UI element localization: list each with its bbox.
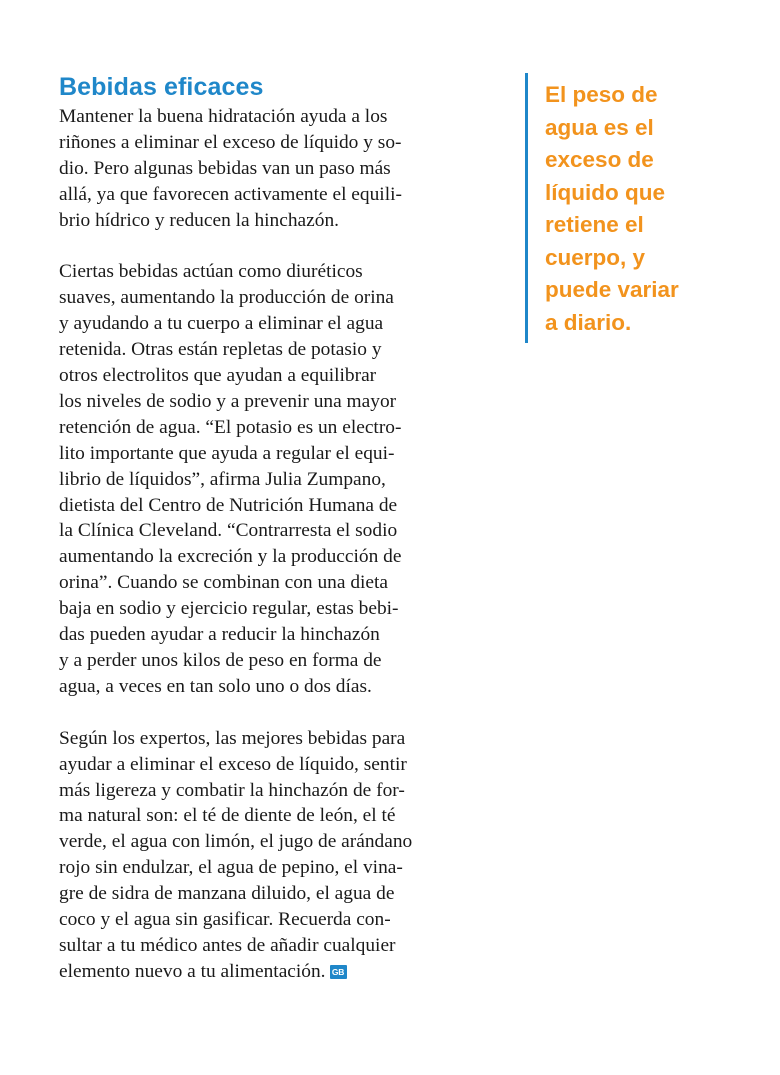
end-of-article-mark: GB [330, 965, 347, 979]
text-line: agua, a veces en tan solo uno o dos días. [59, 675, 372, 697]
text-line: retenida. Otras están repletas de potasio y [59, 339, 382, 361]
text-line: ayudar a eliminar el exceso de líquido, sentir [59, 753, 407, 775]
paragraph-spacer [59, 700, 499, 726]
text-line: la Clínica Cleveland. “Contrarresta el sodio [59, 520, 398, 542]
text-line: más ligereza y combatir la hinchazón de for- [59, 779, 405, 801]
text-line: orina”. Cuando se combinan con una dieta [59, 572, 388, 594]
text-line: brio hídrico y reducen la hinchazón. [59, 209, 339, 231]
text-line: coco y el agua sin gasificar. Recuerda con- [59, 909, 391, 931]
text-line: lito importante que ayuda a regular el equi- [59, 442, 395, 464]
text-line: das pueden ayudar a reducir la hinchazón [59, 624, 380, 646]
text-line: verde, el agua con limón, el jugo de arándano [59, 831, 413, 853]
pull-quote-line: El peso de [545, 82, 658, 107]
text-line: ma natural son: el té de diente de león, el té [59, 805, 396, 827]
text-line: aumentando la excreción y la producción de [59, 546, 402, 568]
text-line: Mantener la buena hidratación ayuda a los [59, 106, 388, 127]
article-heading: Bebidas eficaces [59, 73, 264, 101]
pull-quote [525, 73, 718, 343]
pull-quote-line: líquido que [545, 179, 665, 205]
paragraph-3 [59, 726, 499, 985]
text-line: rojo sin endulzar, el agua de pepino, el vina- [59, 857, 403, 879]
text-line: dio. Pero algunas bebidas van un paso más [59, 157, 391, 179]
text-line: los niveles de sodio y a prevenir una mayor [59, 390, 397, 412]
pull-quote-line: agua es el [545, 114, 654, 140]
paragraph-2 [59, 259, 499, 699]
pull-quote-line: puede variar [545, 277, 679, 302]
text-line: otros electrolitos que ayudan a equilibrar [59, 365, 377, 387]
text-line: allá, ya que favorecen activamente el equili- [59, 183, 402, 205]
text-line: librio de líquidos”, afirma Julia Zumpano, [59, 468, 386, 490]
text-line-last [59, 959, 499, 985]
pull-quote-line: a diario. [545, 309, 632, 335]
text-line: suaves, aumentando la producción de orina [59, 287, 394, 309]
text-line: y ayudando a tu cuerpo a eliminar el agua [59, 313, 384, 335]
pull-quote-text [545, 79, 679, 339]
paragraph-1 [59, 104, 499, 234]
text-line: gre de sidra de manzana diluido, el agua de [59, 883, 395, 905]
text-line: dietista del Centro de Nutrición Humana de [59, 494, 398, 516]
text-line: y a perder unos kilos de peso en forma de [59, 650, 382, 672]
text-line: riñones a eliminar el exceso de líquido y so- [59, 131, 402, 153]
text-line: retención de agua. “El potasio es un electro- [59, 416, 402, 438]
pull-quote-line: exceso de [545, 147, 654, 172]
article [59, 70, 499, 985]
text-line: Ciertas bebidas actúan como diuréticos [59, 261, 363, 283]
pull-quote-line: cuerpo, y [545, 244, 646, 270]
text-line: baja en sodio y ejercicio regular, estas bebi- [59, 598, 399, 620]
text-line: Según los expertos, las mejores bebidas para [59, 727, 406, 749]
paragraph-spacer [59, 234, 499, 260]
pull-quote-line: retiene el [545, 212, 644, 237]
text-line-content: elemento nuevo a tu alimentación. [59, 960, 326, 982]
text-line: sultar a tu médico antes de añadir cualquier [59, 934, 396, 956]
